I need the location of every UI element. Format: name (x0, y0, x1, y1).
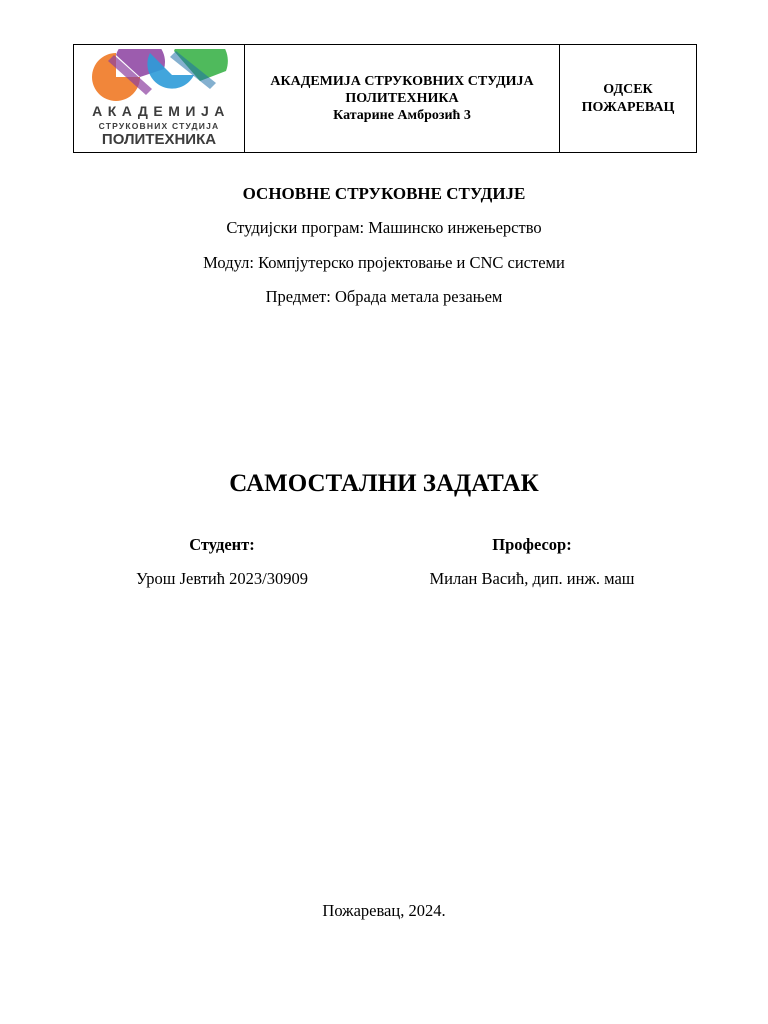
header-table (73, 44, 697, 153)
study-subject: Предмет: Обрада метала резањем (265, 287, 503, 306)
study-module: Модул: Компјутерско пројектовање и CNC системи (203, 253, 565, 272)
place-and-year: Пожаревац, 2024. (322, 901, 446, 920)
student-label: Студент: (189, 535, 255, 554)
logo-cell (74, 45, 245, 153)
student-name: Урош Јевтић 2023/30909 (136, 569, 308, 588)
logo-word-politehnika: ПОЛИТЕХНИКА (101, 131, 217, 148)
document-title: САМОСТАЛНИ ЗАДАТАК (229, 470, 539, 497)
department-cell (560, 45, 697, 153)
professor-label: Професор: (492, 535, 572, 554)
studies-heading: ОСНОВНЕ СТРУКОВНЕ СТУДИЈЕ (242, 184, 526, 203)
department-line1: ОДСЕК (603, 81, 653, 97)
logo-word-akademija: АКАДЕМИЈА (92, 103, 230, 119)
professor-name: Милан Васић, дип. инж. маш (429, 569, 635, 588)
logo-word-strukovnih: СТРУКОВНИХ СТУДИЈА (98, 121, 220, 131)
logo-mark (90, 49, 230, 103)
institution-name-line1: АКАДЕМИЈА СТРУКОВНИХ СТУДИЈА (270, 74, 534, 89)
institution-name-line2: ПОЛИТЕХНИКА (345, 91, 459, 106)
study-program: Студијски програм: Машинско инжењерство (226, 218, 542, 237)
institution-cell (245, 45, 560, 153)
institution-address: Катарине Амброзић 3 (333, 108, 471, 123)
institution-logo (74, 45, 244, 152)
department-line2: ПОЖАРЕВАЦ (581, 99, 675, 115)
